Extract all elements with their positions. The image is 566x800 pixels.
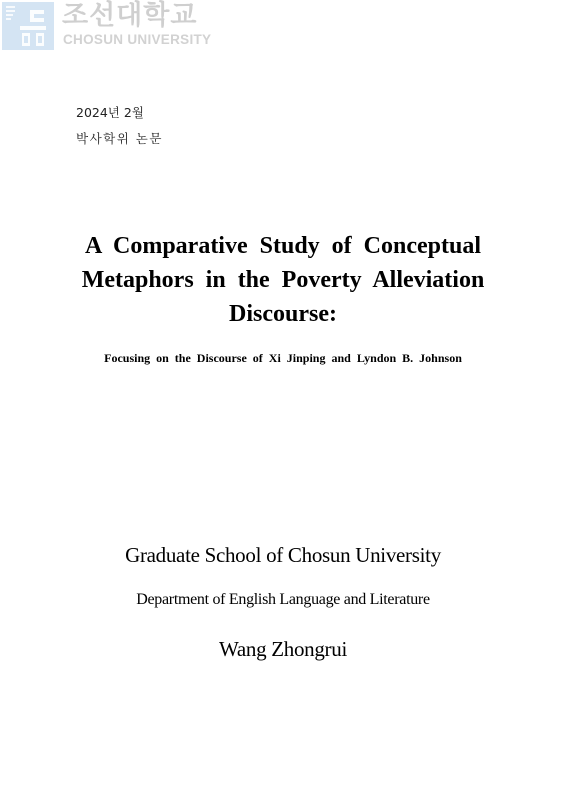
- thesis-subtitle: Focusing on the Discourse of Xi Jinping and Lyndon B. Johnson: [104, 351, 462, 365]
- author-name: Wang Zhongrui: [219, 637, 347, 661]
- thesis-title: A Comparative Study of Conceptual Metaphors in the Poverty Alleviation Discourse:: [81, 233, 485, 327]
- logo-english-name: CHOSUN UNIVERSITY: [63, 32, 212, 47]
- submission-date: 2024년 2월: [76, 105, 144, 120]
- university-emblem-icon: [2, 2, 54, 50]
- degree-type: 박사학위 논문: [76, 131, 163, 146]
- university-logo: [0, 0, 230, 52]
- graduate-school: Graduate School of Chosun University: [125, 543, 441, 567]
- department: Department of English Language and Literature: [136, 591, 430, 608]
- logo-korean-name: 조선대학교: [62, 0, 198, 31]
